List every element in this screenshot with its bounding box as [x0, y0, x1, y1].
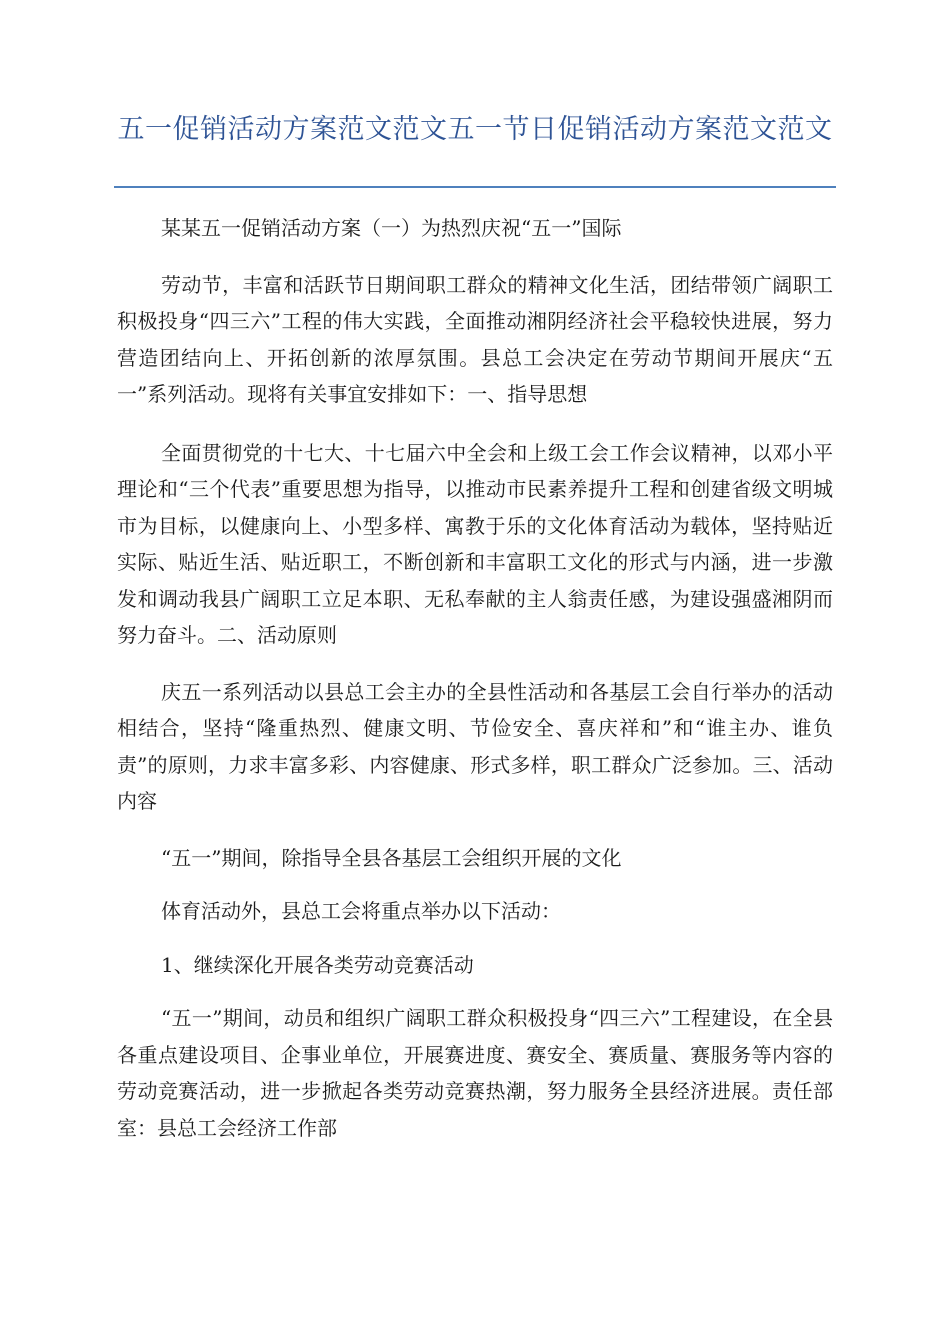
title-underline	[114, 186, 836, 188]
paragraph-item-1-heading: 1、继续深化开展各类劳动竞赛活动	[161, 952, 474, 977]
document-title: 五一促销活动方案范文范文五一节日促销活动方案范文范文	[117, 114, 833, 145]
paragraph-activities-cont: 体育活动外，县总工会将重点举办以下活动：	[161, 899, 561, 923]
paragraph-intro: 某某五一促销活动方案（一）为热烈庆祝“五一”国际	[161, 216, 622, 240]
paragraph-guiding-thought: 全面贯彻党的十七大、十七届六中全会和上级工会工作会议精神，以邓小平理论和“三个代表”重要思想为指导，以推动市民素养提升工程和创建省级文明城市为目标，以健康向上、小型多样、寓教于乐的文化体育活动为载体，坚持贴近实际、贴近生活、贴近职工，不断创新和丰富职工文化的形式与内涵，进一步激发和调动我县广阔职工立足本职、无私奉献的主人翁责任感，为建设强盛湘阴而努力奋斗。二、活动原则	[117, 440, 833, 647]
paragraph-activities-intro: “五一”期间，除指导全县各基层工会组织开展的文化	[161, 845, 622, 870]
paragraph-principles: 庆五一系列活动以县总工会主办的全县性活动和各基层工会自行举办的活动相结合，坚持“隆重热烈、健康文明、节俭安全、喜庆祥和”和“谁主办、谁负责”的原则，力求丰富多彩、内容健康、形式多样，职工群众广泛参加。三、活动内容	[117, 679, 833, 813]
paragraph-item-1-body: “五一”期间，动员和组织广阔职工群众积极投身“四三六”工程建设，在全县各重点建设项目、企事业单位，开展赛进度、赛安全、赛质量、赛服务等内容的劳动竞赛活动，进一步掀起各类劳动竞赛热潮，努力服务全县经济进展。责任部室：县总工会经济工作部	[117, 1006, 833, 1140]
document-body	[117, 210, 833, 1146]
paragraph-labor-day: 劳动节，丰富和活跃节日期间职工群众的精神文化生活，团结带领广阔职工积极投身“四三六”工程的伟大实践，全面推动湘阴经济社会平稳较快进展，努力营造团结向上、开拓创新的浓厚氛围。县总工会决定在劳动节期间开展庆“五一”系列活动。现将有关事宜安排如下：一、指导思想	[117, 272, 833, 406]
